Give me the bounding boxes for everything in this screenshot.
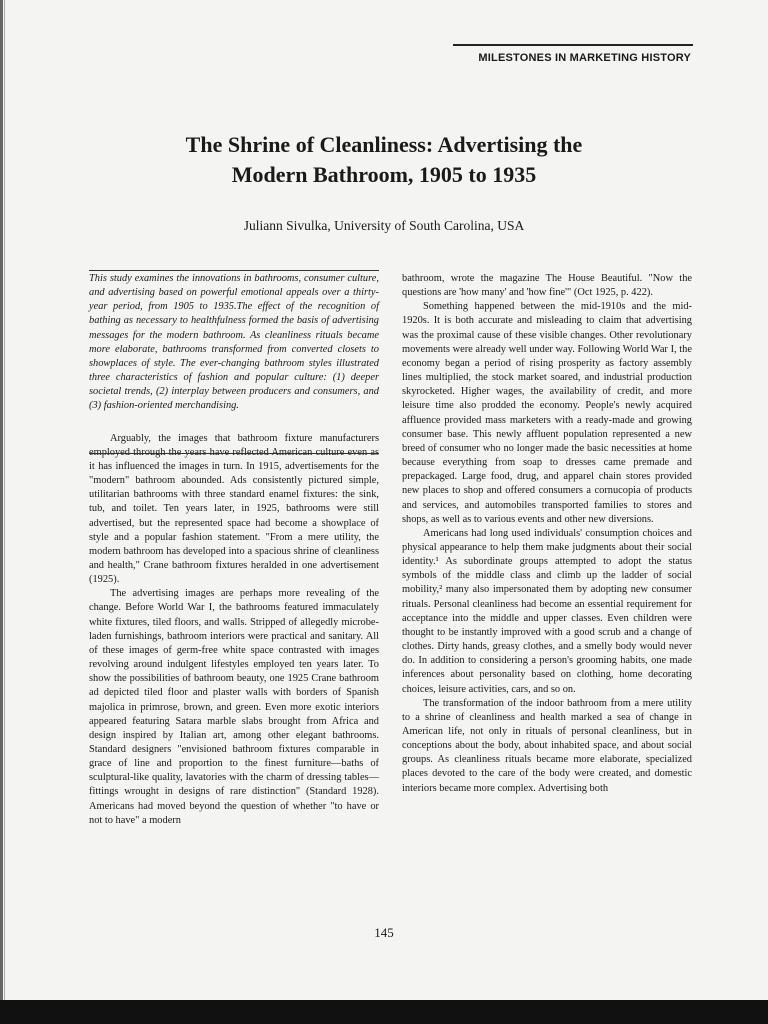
header-rule xyxy=(453,44,693,46)
body-paragraph: bathroom, wrote the magazine The House Beautiful. "Now the questions are 'how many' and 'how fine'" (Oct 1925, p. 422). xyxy=(402,273,692,299)
body-paragraph: The transformation of the indoor bathroom from a mere utility to a shrine of cleanliness and health marked a sea of change in American life, not only in rituals of personal cleanliness, but in conceptions about the body, about inhabited space, and about social groups. As cleanliness rituals became more elaborate, specialized places devoted to the care of the body were created, and domestic interiors became more complex. Advertising both xyxy=(402,697,692,794)
title-line-2: Modern Bathroom, 1905 to 1935 xyxy=(231,162,537,187)
right-column xyxy=(402,272,692,796)
title-line-1: The Shrine of Cleanliness: Advertising the xyxy=(185,132,583,157)
body-paragraph: Something happened between the mid-1910s and the mid-1920s. It is both accurate and misleading to claim that advertising was the proximal cause of these visible changes. Other revolutionary movements were already well under way. Following World War I, the economy began a period of rising prosperity as factory assembly lines multiplied, the stock market soared, and industrial production skyrocketed. Higher wages, the availability of credit, and more leisure time also prodded the economy. People's newly acquired affluence provided mass marketers with a ready-made and growing consumer base. This newly affluent population represented a new breed of consumer who no longer made the basic necessities at home because everything from soap to dresses came premade and prepackaged. Large food, drug, and apparel chain stores provided new places to shop and offered consumers a cornucopia of products and services, and automobiles transported families to stores and shops, as well as to various events and other new diversions. xyxy=(402,301,692,525)
body-paragraph: The advertising images are perhaps more revealing of the change. Before World War I, the bathrooms featured immaculately white fixtures, tiled floors, and walls. Stripped of allegedly microbe-laden furnishings, bathroom interiors were practical and sanitary. All of these images of germ-free white space contrasted with images revolving around indulgent lifestyles employed ten years later. To show the possibilities of bathroom beauty, one 1925 Crane bathroom ad depicted tiled floor and plaster walls with borders of Spanish majolica in primrose, brown, and green. Even more exotic interiors appeared featuring Satara marble slabs brought from Africa and design inspired by Italian art, among other elegant bathrooms. Standard designers "envisioned bathroom fixtures comparable in grace of line and proportion to the finest furniture—baths of sculptural-like quality, lavatories with the charm of dressing tables—fittings wrought in designs of rare distinction" (Standard 1928). Americans had moved beyond the question of whether "to have or not to have" a modern xyxy=(89,588,379,826)
series-title: MILESTONES IN MARKETING HISTORY xyxy=(478,52,691,64)
body-paragraph: Arguably, the images that bathroom fixture manufacturers it has influenced the images in turn. In 1915, advertisements for the "modern" bathroom abounded. Ads consistently pictured simple, utilitarian bathrooms with three standard enamel fixtures: the sink, tub, and toilet. Ten years later, in 1925, bathrooms were still advertised, but the represented space had become a showplace of style and a popular fashion statement. "From a mere utility, the modern bathroom has developed into a spacious shrine of cleanliness and health," Crane bathroom fixtures heralded in one advertisement (1925). xyxy=(89,432,379,586)
page-number: 145 xyxy=(374,925,394,940)
author-line: Juliann Sivulka, University of South Carolina, USA xyxy=(243,218,525,233)
abstract: This study examines the innovations in bathrooms, consumer culture, and advertising based on powerful emotional appeals over a thirty-year period, from 1905 to 1935.The effect of the recognition of bathing as necessary to healthfulness formed the basis of advertising messages for the modern bathroom. As cleanliness rituals became more elaborate, bathrooms transformed from converted closets to showplaces of style. The ever-changing bathroom styles illustrated three characteristics of fashion and popular culture: (1) deeper societal trends, (2) interplay between producers and consumers, and (3) fashion-oriented merchandising. xyxy=(89,273,379,412)
abstract-bottom-rule xyxy=(89,453,379,454)
abstract-gap xyxy=(89,414,379,432)
abstract-top-rule xyxy=(89,270,379,271)
article-title xyxy=(0,130,768,190)
scan-bottom-bar xyxy=(0,1000,768,1024)
body-paragraph: Americans had long used individuals' consumption choices and physical appearance to help them make judgments about their social identity.¹ As subordinate groups attempted to adopt the status symbols of the middle class and climb up the ladder of social mobility,² many also impersonated them by adopting new consumer rituals. Personal cleanliness had become an essential requirement for acceptance into the middle and upper classes. Even children were thought to be instantly improved with a good scrub and a change of clothes. Dirty hands, greasy clothes, and a smelly body would never do. In addition to considering a person's grooming habits, one made inferences about personality based on clothing, home decorating choices, leisure activities, cars, and so on. xyxy=(402,527,692,695)
left-column xyxy=(89,272,379,828)
